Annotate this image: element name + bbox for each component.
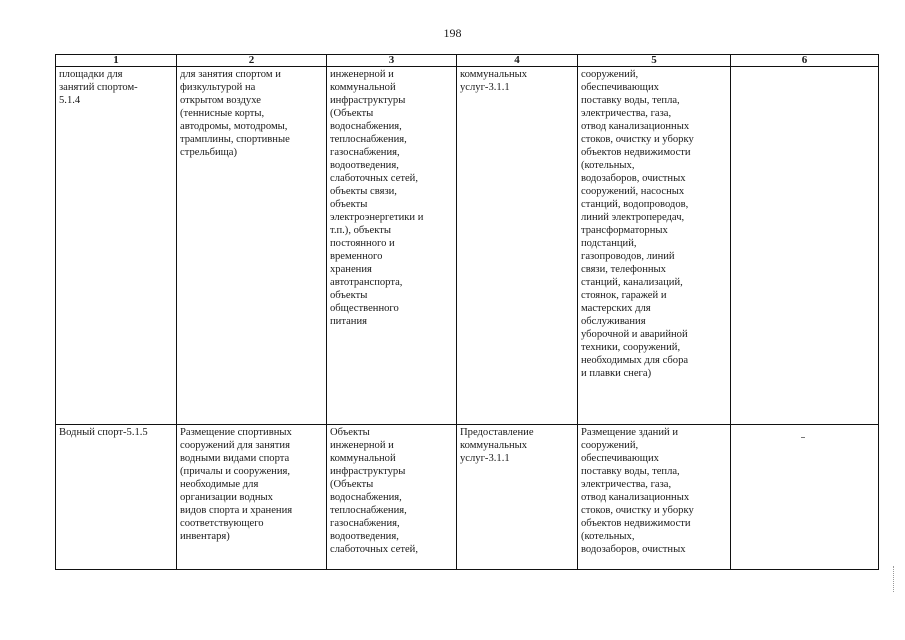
table-cell-auxiliary-objects: инженерной и коммунальной инфраструктуры (Объекты водоснабжения, теплоснабжения, газоснабжения, водоотведения, слаботочных сетей, объекты связи, объекты электроэнергетики и т.п.), объекты постоянного и временного хранения автотранспорта, объекты общественного питания bbox=[327, 67, 457, 425]
table-cell-activity: Водный спорт-5.1.5 bbox=[56, 425, 177, 570]
table-cell-empty bbox=[731, 425, 879, 570]
table-cell-empty bbox=[731, 67, 879, 425]
column-header-5: 5 bbox=[578, 55, 731, 67]
table-cell-auxiliary-objects: Объекты инженерной и коммунальной инфраструктуры (Объекты водоснабжения, теплоснабжения, газоснабжения, водоотведения, слаботочных сетей, bbox=[327, 425, 457, 570]
table-row bbox=[56, 425, 879, 570]
document-table bbox=[55, 54, 879, 570]
table-cell-service-description: Размещение зданий и сооружений, обеспечивающих поставку воды, тепла, электричества, газа, отвод канализационных стоков, очистку и уборку объектов недвижимости (котельных, водозаборов, очистных bbox=[578, 425, 731, 570]
table-cell-service-code: коммунальных услуг-3.1.1 bbox=[457, 67, 578, 425]
table-header-row bbox=[56, 55, 879, 67]
scan-edge-mark bbox=[893, 566, 895, 592]
table-cell-activity: площадки для занятий спортом- 5.1.4 bbox=[56, 67, 177, 425]
scan-speck bbox=[801, 437, 805, 438]
column-header-4: 4 bbox=[457, 55, 578, 67]
table-cell-description: для занятия спортом и физкультурой на открытом воздухе (теннисные корты, автодромы, мотодромы, трамплины, спортивные стрельбища) bbox=[177, 67, 327, 425]
column-header-2: 2 bbox=[177, 55, 327, 67]
table-row bbox=[56, 67, 879, 425]
table-cell-service-code: Предоставление коммунальных услуг-3.1.1 bbox=[457, 425, 578, 570]
table-cell-service-description: сооружений, обеспечивающих поставку воды, тепла, электричества, газа, отвод канализационных стоков, очистку и уборку объектов недвижимости (котельных, водозаборов, очистных сооружений, насосных станций, водопроводов, линий электропередач, трансформаторных подстанций, газопроводов, линий связи, телефонных станций, канализаций, стоянок, гаражей и мастерских для обслуживания уборочной и аварийной техники, сооружений, необходимых для сбора и плавки снега) bbox=[578, 67, 731, 425]
column-header-3: 3 bbox=[327, 55, 457, 67]
table-cell-description: Размещение спортивных сооружений для занятия водными видами спорта (причалы и сооружения, необходимые для организации водных видов спорта и хранения соответствующего инвентаря) bbox=[177, 425, 327, 570]
column-header-1: 1 bbox=[56, 55, 177, 67]
page-number: 198 bbox=[443, 26, 462, 40]
column-header-6: 6 bbox=[731, 55, 879, 67]
